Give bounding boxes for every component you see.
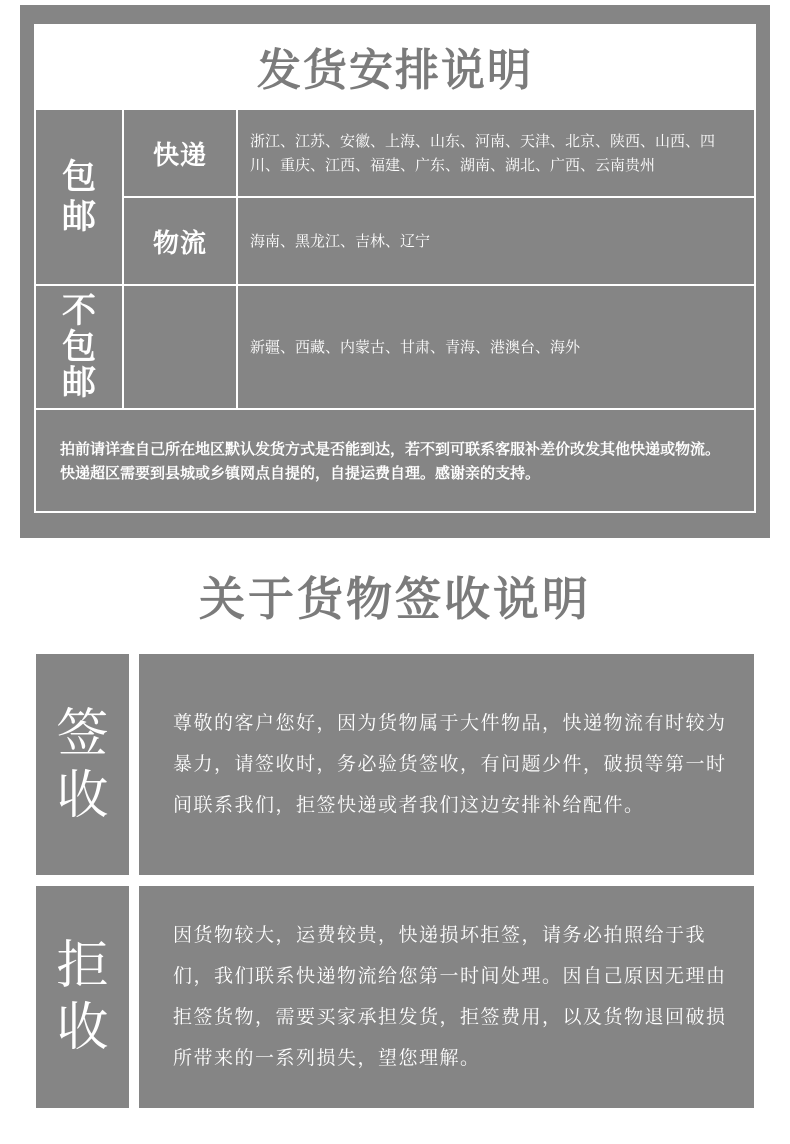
empty-cell bbox=[122, 284, 238, 410]
no-free-shipping-label-char: 邮 bbox=[62, 363, 96, 403]
logistics-label: 物流 bbox=[122, 196, 238, 286]
free-shipping-label-char: 包 bbox=[62, 157, 96, 197]
no-free-shipping-regions: 新疆、西藏、内蒙古、甘肃、青海、港澳台、海外 bbox=[236, 284, 756, 410]
shipping-title: 发货安排说明 bbox=[34, 24, 756, 108]
no-free-shipping-label bbox=[34, 284, 124, 410]
free-shipping-label-char: 邮 bbox=[62, 197, 96, 237]
sign-label bbox=[36, 654, 129, 875]
express-regions: 浙江、江苏、安徽、上海、山东、河南、天津、北京、陕西、山西、四川、重庆、江西、福建、广东、湖南、湖北、广西、云南贵州 bbox=[236, 108, 756, 198]
no-free-shipping-label-char: 不 bbox=[62, 291, 96, 331]
no-free-shipping-label-char: 包 bbox=[62, 327, 96, 367]
reject-label-char: 拒 bbox=[56, 936, 109, 996]
reject-label bbox=[36, 886, 129, 1108]
logistics-regions: 海南、黑龙江、吉林、辽宁 bbox=[236, 196, 756, 286]
sign-text: 尊敬的客户您好，因为货物属于大件物品，快递物流有时较为暴力，请签收时，务必验货签收，有问题少件，破损等第一时间联系我们，拒签快递或者我们这边安排补给配件。 bbox=[139, 654, 754, 875]
receipt-title: 关于货物签收说明 bbox=[199, 572, 591, 626]
reject-text: 因货物较大，运费较贵，快递损坏拒签，请务必拍照给于我们，我们联系快递物流给您第一时间处理。因自己原因无理由拒签货物，需要买家承担发货，拒签费用，以及货物退回破损所带来的一系列损失，望您理解。 bbox=[139, 886, 754, 1108]
express-label: 快递 bbox=[122, 108, 238, 198]
shipping-note: 拍前请详查自己所在地区默认发货方式是否能到达，若不到可联系客服补差价改发其他快递或物流。快递超区需要到县城或乡镇网点自提的，自提运费自理。感谢亲的支持。 bbox=[34, 408, 756, 513]
sign-label-char: 签 bbox=[56, 703, 109, 764]
free-shipping-label bbox=[34, 108, 124, 286]
reject-label-char: 收 bbox=[56, 998, 109, 1058]
sign-label-char: 收 bbox=[56, 765, 109, 826]
